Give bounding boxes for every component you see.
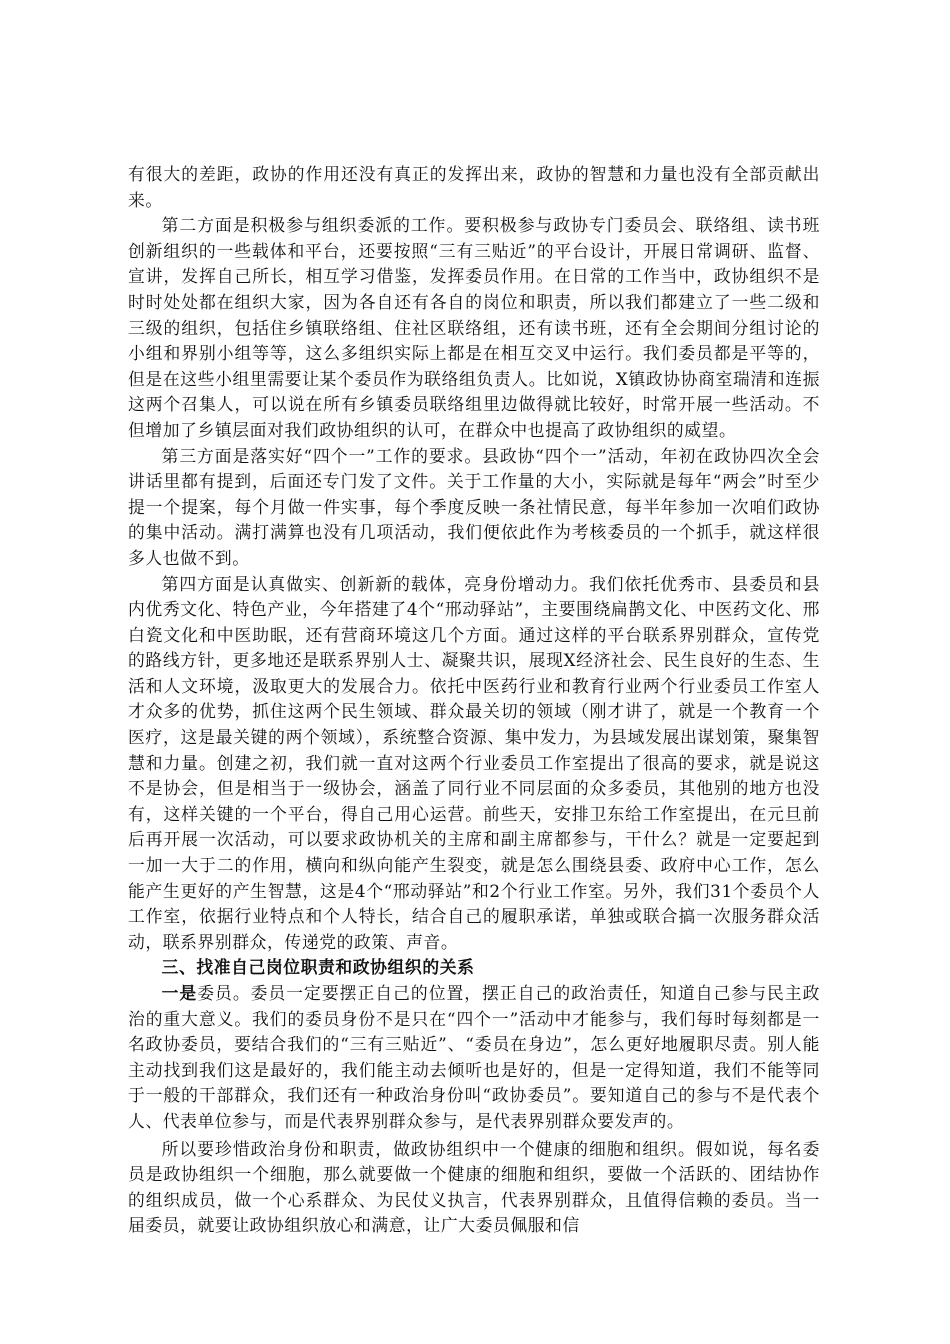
paragraph-continuation: 有很大的差距，政协的作用还没有真正的发挥出来，政协的智慧和力量也没有全部贡献出来。 — [128, 164, 820, 210]
paragraph-fourth-aspect: 第四方面是认真做实、创新新的载体，亮身份增动力。我们依托优秀市、县委员和县内优秀文化、特色产业，今年搭建了4个“邢动驿站”，主要围绕扁鹊文化、中医药文化、邢白瓷文化和中医助眠，还有营商环境这几个方面。通过这样的平台联系界别群众，宣传党的路线方针，更多地还是联系界别人士、凝聚共识，展现X经济社会、民生良好的生态、生活和人文环境，汲取更大的发展合力。依托中医药行业和教育行业两个行业委员工作室人才众多的优势，抓住这两个民生领域、群众最关切的领域（刚才讲了，就是一个教育一个医疗，这是最关键的两个领域），系统整合资源、集中发力，为县域发展出谋划策，聚集智慧和力量。创建之初，我们就一直对这两个行业委员工作室提出了很高的要求，就是说这不是协会，但是相当于一级协会，涵盖了同行业不同层面的众多委员，其他别的地方也没有，这样关键的一个平台，得自己用心运营。前些天，安排卫东给工作室提出，在元旦前后再开展一次活动，可以要求政协机关的主席和副主席都参与，干什么？就是一定要起到一加一大于二的作用，横向和纵向能产生裂变，就是怎么围绕县委、政府中心工作，怎么能产生更好的产生智慧，这是4个“邢动驿站”和2个行业工作室。另外，我们31个委员个人工作室，依据行业特点和个人特长，结合自己的履职承诺，单独或联合搞一次服务群众活动，联系界别群众，传递党的政策、声音。 — [128, 573, 820, 952]
first-point-lead: 一是 — [161, 983, 198, 1003]
paragraph-second-aspect: 第二方面是积极参与组织委派的工作。要积极参与政协专门委员会、联络组、读书班创新组织的一些载体和平台，还要按照“三有三贴近”的平台设计，开展日常调研、监督、宣讲，发挥自己所长，相互学习借鉴，发挥委员作用。在日常的工作当中，政协组织不是时时处处都在组织大家，因为各自还有各自的岗位和职责，所以我们都建立了一些二级和三级的组织，包括住乡镇联络组、住社区联络组，还有读书班，还有全会期间分组讨论的小组和界别小组等等，这么多组织实际上都是在相互交叉中运行。我们委员都是平等的，但是在这些小组里需要让某个委员作为联络组负责人。比如说，X镇政协协商室瑞清和连振这两个召集人，可以说在所有乡镇委员联络组里边做得就比较好，时常开展一些活动。不但增加了乡镇层面对我们政协组织的认可，在群众中也提高了政协组织的威望。 — [128, 215, 820, 440]
section-heading-three: 三、找准自己岗位职责和政协组织的关系 — [161, 957, 475, 978]
paragraph-cherish-identity: 所以要珍惜政治身份和职责，做政协组织中一个健康的细胞和组织。假如说，每名委员是政协组织一个细胞，那么就要做一个健康的细胞和组织，要做一个活跃的、团结协作的组织成员，做一个心系群众、为民仗义执言，代表界别群众，且值得信赖的委员。当一届委员，就要让政协组织放心和满意，让广大委员佩服和信 — [128, 1138, 820, 1236]
document-body — [128, 162, 820, 1239]
paragraph-first-point — [128, 981, 820, 1135]
paragraph-third-aspect: 第三方面是落实好“四个一”工作的要求。县政协“四个一”活动，年初在政协四次全会讲话里都有提到，后面还专门发了文件。关于工作量的大小，实际就是每年“两会”时至少提一个提案，每个月做一件实事，每个季度反映一条社情民意，每半年参加一次咱们政协的集中活动。满打满算也没有几项活动，我们便依此作为考核委员的一个抓手，就这样很多人也做不到。 — [128, 445, 820, 568]
first-point-body: 委员。委员一定要摆正自己的位置，摆正自己的政治责任，知道自己参与民主政治的重大意义。我们的委员身份不是只在“四个一”活动中才能参与，我们每时每刻都是一名政协委员，要结合我们的“三有三贴近”、“委员在身边”，怎么更好地履职尽责。别人能主动找到我们这是最好的，我们能主动去倾听也是好的，但是一定得知道，我们不能等同于一般的干部群众，我们还有一种政治身份叫“政协委员”。要知道自己的参与不是代表个人、代表单位参与，而是代表界别群众参与，是代表界别群众要发声的。 — [128, 983, 820, 1131]
